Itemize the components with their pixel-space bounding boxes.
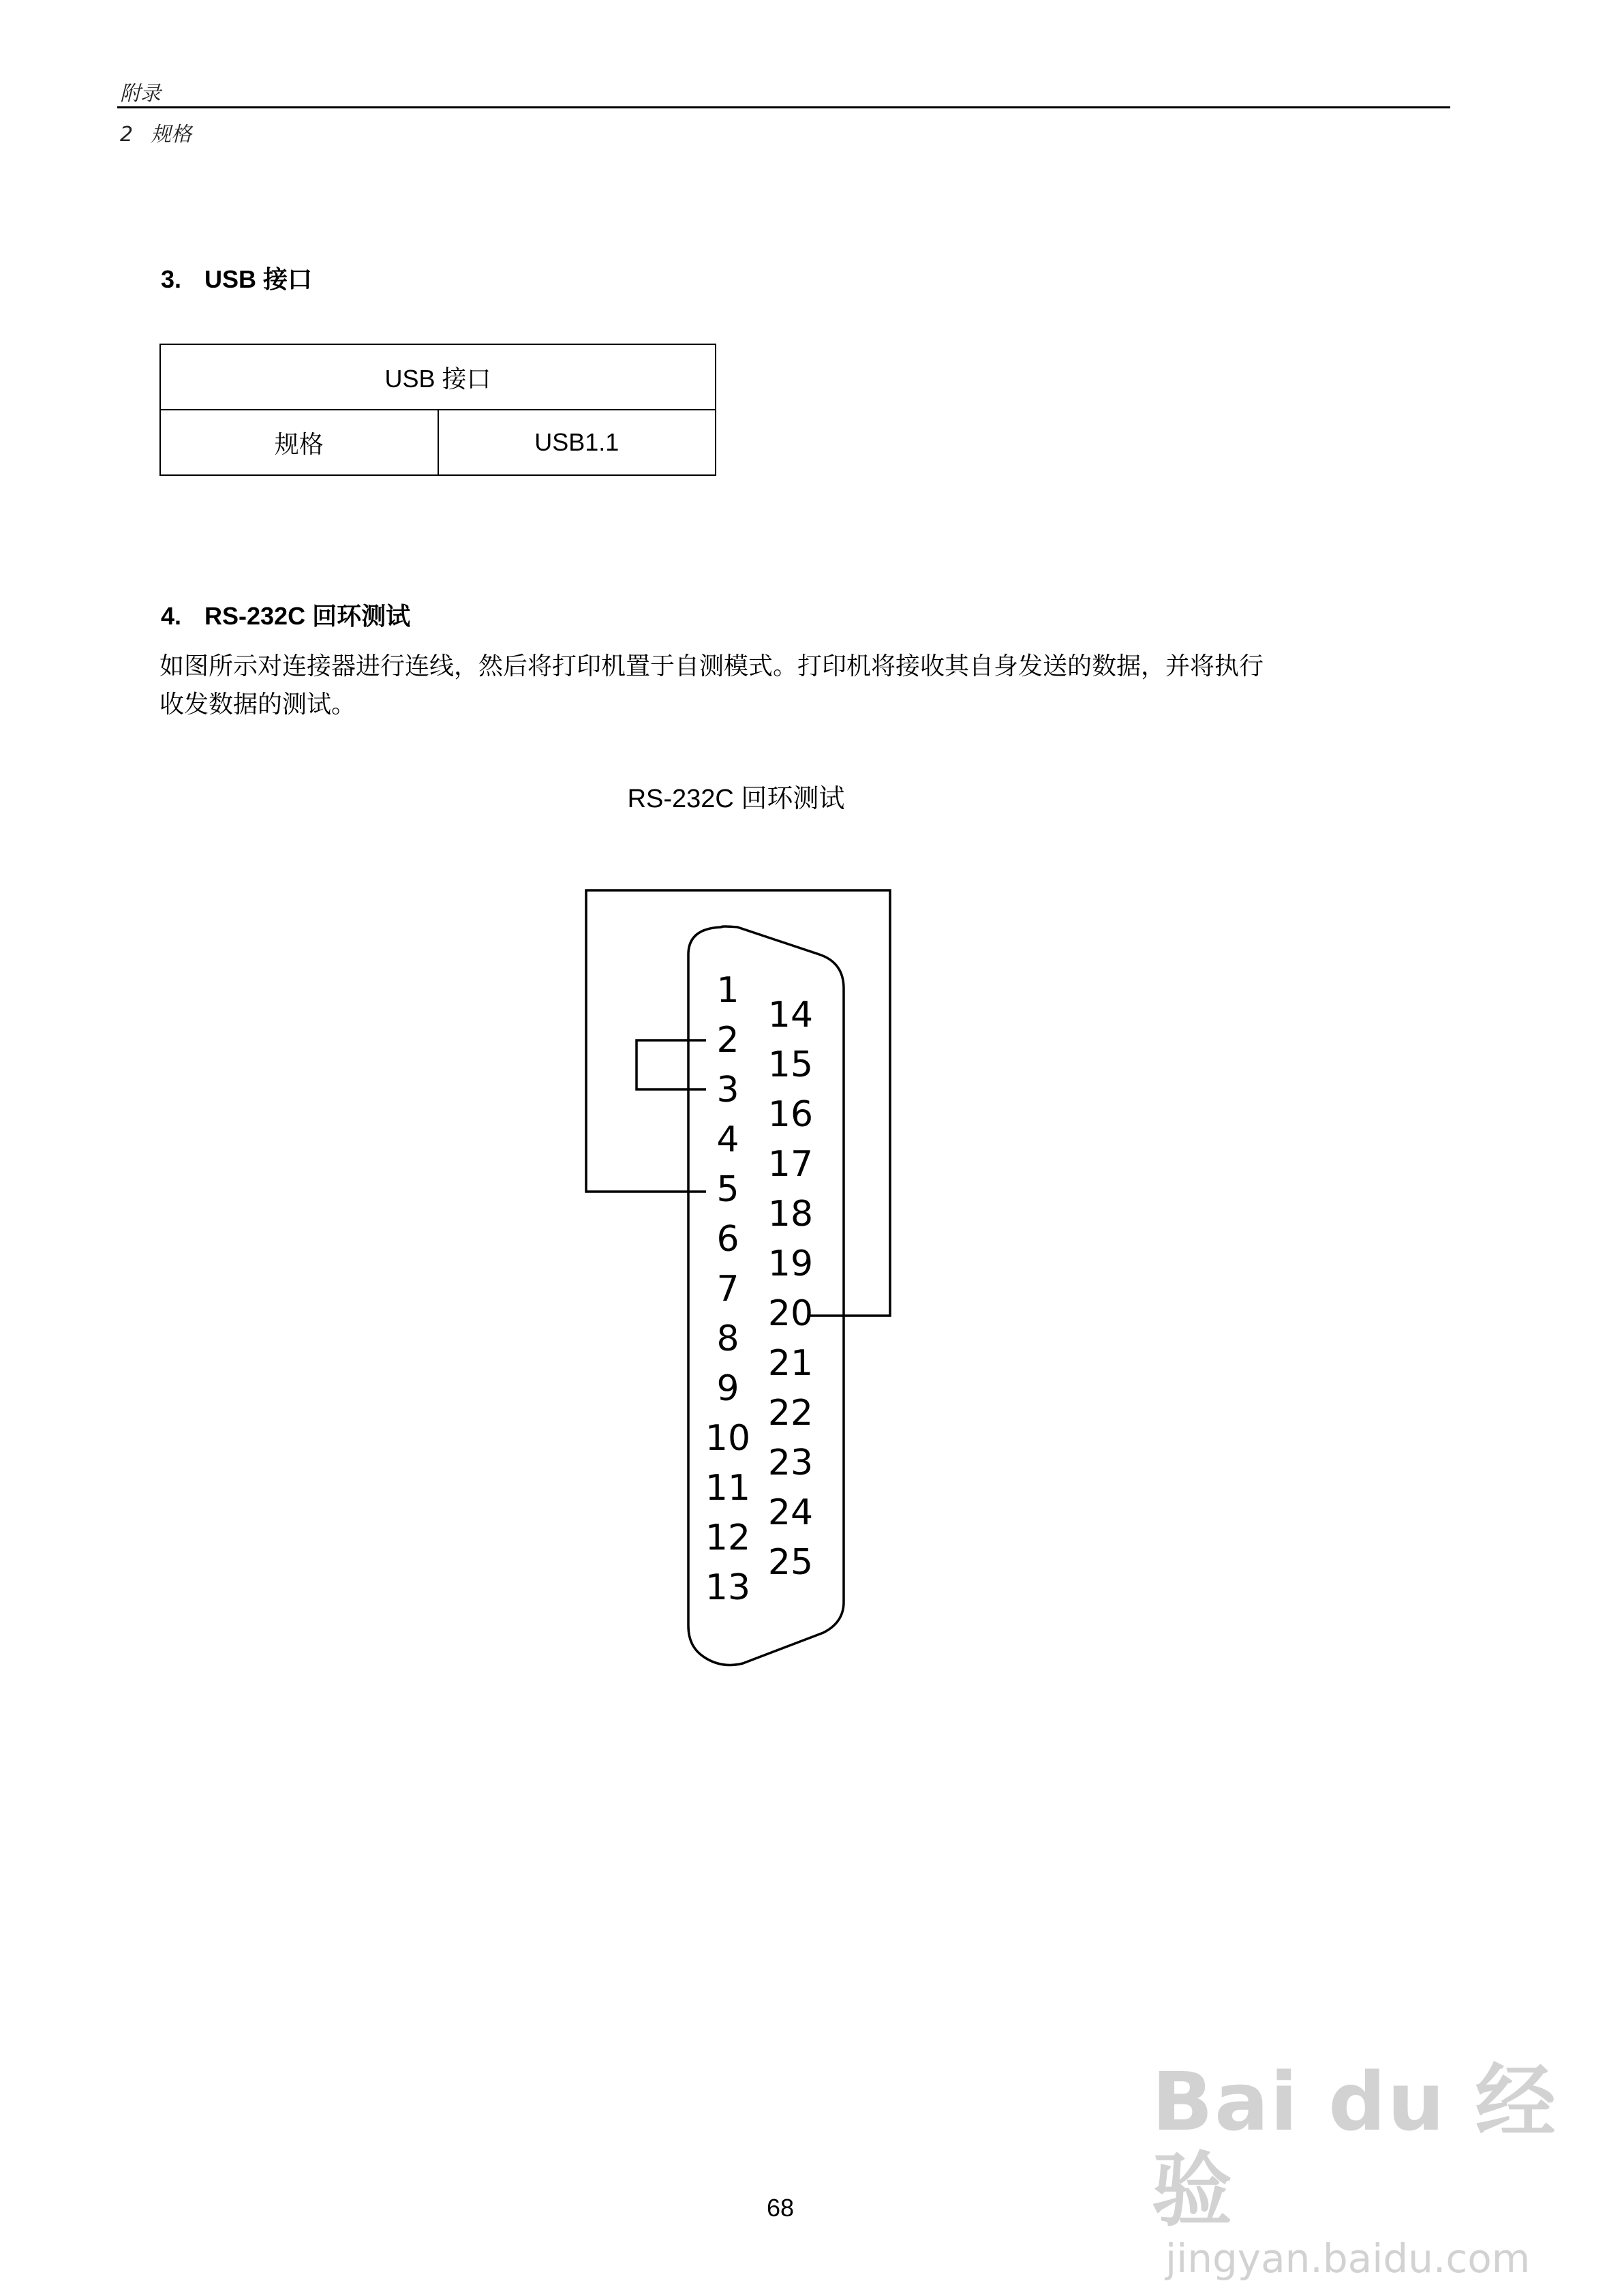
pin-label-22: 22 <box>767 1393 814 1434</box>
usb-heading-title: USB 接口 <box>204 265 313 293</box>
pin-label-24: 24 <box>767 1492 814 1533</box>
pin-label-12: 12 <box>705 1517 751 1558</box>
usb-heading-number: 3. <box>161 265 182 293</box>
usb-table-title: USB 接口 <box>160 344 716 410</box>
rs232-heading-number: 4. <box>161 602 182 630</box>
baidu-jingyan-watermark <box>1152 2057 1622 2282</box>
pin-label-7: 7 <box>716 1269 739 1310</box>
pin-label-3: 3 <box>716 1070 739 1111</box>
usb-table-row-value: USB1.1 <box>438 410 716 475</box>
pin-label-19: 19 <box>767 1243 814 1284</box>
pin-label-15: 15 <box>767 1044 814 1085</box>
pin-label-11: 11 <box>705 1468 751 1509</box>
figure-caption: RS-232C 回环测试 <box>627 785 845 813</box>
watermark-logo-text: Bai du 经验 <box>1152 2055 1557 2237</box>
usb-table-row-label: 规格 <box>160 410 438 475</box>
pin-label-20: 20 <box>767 1293 814 1334</box>
pin-label-18: 18 <box>767 1194 814 1235</box>
pin-label-8: 8 <box>716 1318 739 1359</box>
rs232-description-line1: 如图所示对连接器进行连线，然后将打印机置于自测模式。打印机将接收其自身发送的数据，并将执行 <box>159 652 1264 680</box>
rs232-heading-title: RS-232C 回环测试 <box>204 602 411 630</box>
watermark-url: jingyan.baidu.com <box>1165 2235 1531 2282</box>
pin-label-23: 23 <box>767 1442 814 1483</box>
pin-label-25: 25 <box>767 1542 814 1583</box>
pin-label-1: 1 <box>716 970 739 1011</box>
pin-label-17: 17 <box>767 1144 814 1185</box>
pin-label-2: 2 <box>716 1020 739 1061</box>
pin-label-14: 14 <box>767 995 814 1036</box>
pin-label-5: 5 <box>716 1169 739 1210</box>
pin-label-16: 16 <box>767 1094 814 1135</box>
page-number: 68 <box>766 2194 795 2222</box>
header-sub-title: 规格 <box>151 123 192 147</box>
header-sub-number: 2 <box>120 123 134 147</box>
rs232-description-line2: 收发数据的测试。 <box>159 691 356 719</box>
header-section-title: 附录 <box>120 82 161 106</box>
pin-label-9: 9 <box>716 1368 739 1409</box>
pin-label-4: 4 <box>716 1119 739 1160</box>
loopback-wire-2-3 <box>637 1040 706 1089</box>
pin-label-21: 21 <box>767 1343 814 1384</box>
pin-label-6: 6 <box>716 1219 739 1260</box>
pin-label-13: 13 <box>705 1567 751 1608</box>
pin-label-10: 10 <box>705 1418 751 1459</box>
